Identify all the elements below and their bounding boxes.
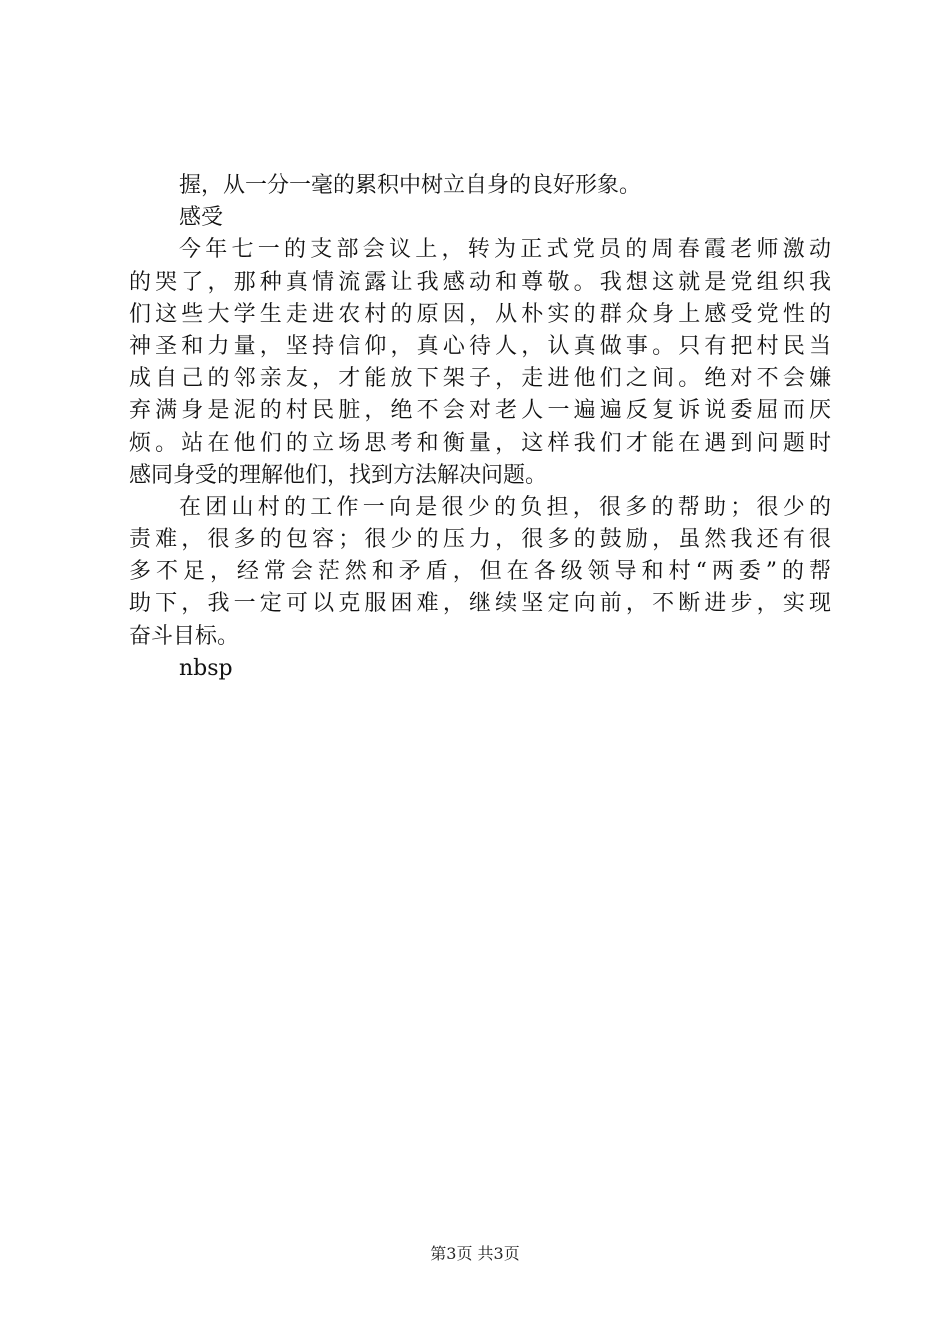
text-line: 今年七一的支部会议上，转为正式党员的周春霞老师激动 bbox=[179, 237, 831, 263]
text-line: 责难，很多的包容；很少的压力，很多的鼓励，虽然我还有很 bbox=[129, 527, 831, 553]
text-line: 奋斗目标。 bbox=[129, 623, 240, 649]
text-line: 的哭了，那种真情流露让我感动和尊敬。我想这就是党组织我 bbox=[129, 269, 831, 295]
text-line: 在团山村的工作一向是很少的负担，很多的帮助；很少的 bbox=[179, 494, 831, 520]
text-line: nbsp bbox=[179, 655, 233, 681]
text-line: 们这些大学生走进农村的原因，从朴实的群众身上感受党性的 bbox=[129, 301, 831, 327]
page-footer: 第3页 共3页 bbox=[430, 1244, 520, 1263]
text-line: 多不足，经常会茫然和矛盾，但在各级领导和村“两委”的帮 bbox=[129, 559, 831, 585]
text-line: 感同身受的理解他们，找到方法解决问题。 bbox=[129, 462, 548, 488]
text-line: 神圣和力量，坚持信仰，真心待人，认真做事。只有把村民当 bbox=[129, 333, 831, 359]
document-body bbox=[129, 170, 831, 685]
section-heading: 感受 bbox=[179, 205, 224, 231]
text-line: 烦。站在他们的立场思考和衡量，这样我们才能在遇到问题时 bbox=[129, 430, 831, 456]
text-line: 助下，我一定可以克服困难，继续坚定向前，不断进步，实现 bbox=[129, 591, 831, 617]
text-line: 成自己的邻亲友，才能放下架子，走进他们之间。绝对不会嫌 bbox=[129, 366, 831, 392]
text-line: 弃满身是泥的村民脏，绝不会对老人一遍遍反复诉说委屈而厌 bbox=[129, 398, 831, 424]
text-line: 握，从一分一毫的累积中树立自身的良好形象。 bbox=[179, 173, 642, 198]
